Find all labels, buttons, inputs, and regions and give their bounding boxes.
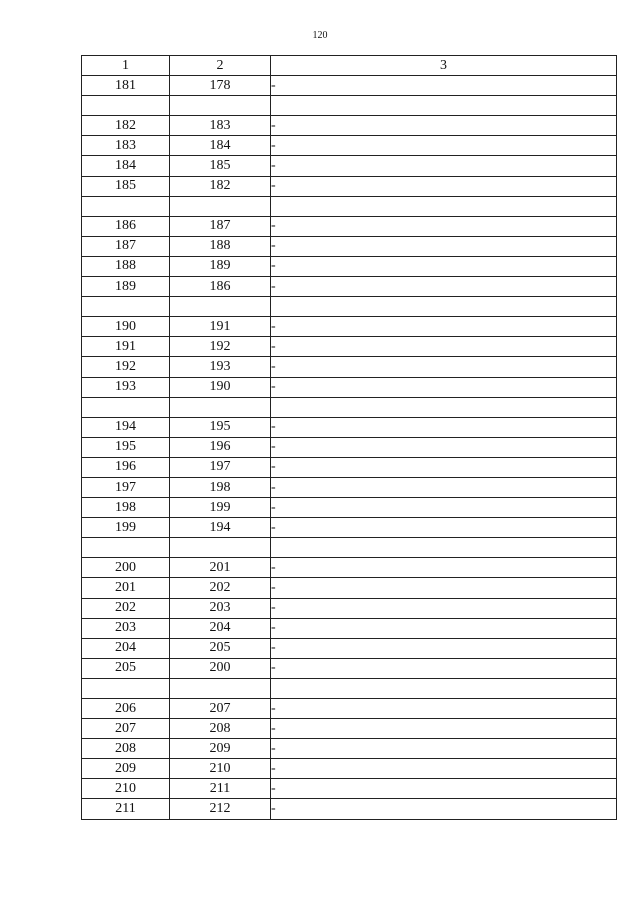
cell-col-2 bbox=[170, 678, 271, 698]
cell-col-3: - bbox=[271, 719, 617, 739]
cell-col-2: 197 bbox=[170, 457, 271, 477]
table-row bbox=[82, 256, 617, 276]
cell-col-3: - bbox=[271, 156, 617, 176]
cell-col-1: 197 bbox=[82, 477, 170, 497]
table-row bbox=[82, 337, 617, 357]
table-row bbox=[82, 236, 617, 256]
cell-col-2: 211 bbox=[170, 779, 271, 799]
cell-col-3: - bbox=[271, 76, 617, 96]
cell-col-2: 192 bbox=[170, 337, 271, 357]
cell-col-1 bbox=[82, 297, 170, 317]
table-row bbox=[82, 176, 617, 196]
table-row bbox=[82, 638, 617, 658]
cell-col-2: 184 bbox=[170, 136, 271, 156]
cell-col-3: - bbox=[271, 558, 617, 578]
cell-col-1: 191 bbox=[82, 337, 170, 357]
cell-col-1: 185 bbox=[82, 176, 170, 196]
cell-col-2: 189 bbox=[170, 256, 271, 276]
cell-col-1: 192 bbox=[82, 357, 170, 377]
cell-col-3: - bbox=[271, 437, 617, 457]
cell-col-2: 208 bbox=[170, 719, 271, 739]
cell-col-2: 185 bbox=[170, 156, 271, 176]
cell-col-2 bbox=[170, 297, 271, 317]
cell-col-2: 188 bbox=[170, 236, 271, 256]
cell-col-3: - bbox=[271, 216, 617, 236]
table-row bbox=[82, 538, 617, 558]
table-row bbox=[82, 498, 617, 518]
cell-col-1: 201 bbox=[82, 578, 170, 598]
cell-col-3 bbox=[271, 678, 617, 698]
table-row bbox=[82, 397, 617, 417]
cell-col-3: - bbox=[271, 658, 617, 678]
cell-col-2: 196 bbox=[170, 437, 271, 457]
table-row bbox=[82, 739, 617, 759]
cell-col-1: 202 bbox=[82, 598, 170, 618]
cell-col-3: - bbox=[271, 377, 617, 397]
cell-col-3 bbox=[271, 297, 617, 317]
cell-col-2: 187 bbox=[170, 216, 271, 236]
table-row bbox=[82, 699, 617, 719]
cell-col-1: 190 bbox=[82, 317, 170, 337]
table-row bbox=[82, 799, 617, 819]
cell-col-1: 196 bbox=[82, 457, 170, 477]
cell-col-2: 194 bbox=[170, 518, 271, 538]
cell-col-3: - bbox=[271, 498, 617, 518]
cell-col-1: 208 bbox=[82, 739, 170, 759]
cell-col-1: 205 bbox=[82, 658, 170, 678]
table-row bbox=[82, 216, 617, 236]
cell-col-3: - bbox=[271, 317, 617, 337]
cell-col-1: 204 bbox=[82, 638, 170, 658]
cell-col-1: 200 bbox=[82, 558, 170, 578]
cell-col-3: - bbox=[271, 759, 617, 779]
cell-col-3: - bbox=[271, 518, 617, 538]
cell-col-1 bbox=[82, 538, 170, 558]
table-row bbox=[82, 578, 617, 598]
cell-col-3: - bbox=[271, 477, 617, 497]
cell-col-2: 200 bbox=[170, 658, 271, 678]
cell-col-1: 211 bbox=[82, 799, 170, 819]
cell-col-1: 186 bbox=[82, 216, 170, 236]
cell-col-3: - bbox=[271, 598, 617, 618]
cell-col-1: 188 bbox=[82, 256, 170, 276]
cell-col-1: 187 bbox=[82, 236, 170, 256]
table-row bbox=[82, 116, 617, 136]
cell-col-3: - bbox=[271, 337, 617, 357]
cell-col-2 bbox=[170, 196, 271, 216]
cell-col-3: - bbox=[271, 699, 617, 719]
column-header-1: 1 bbox=[82, 56, 170, 76]
cell-col-1: 207 bbox=[82, 719, 170, 739]
cell-col-1: 194 bbox=[82, 417, 170, 437]
cell-col-2: 198 bbox=[170, 477, 271, 497]
cell-col-2 bbox=[170, 538, 271, 558]
cell-col-2: 210 bbox=[170, 759, 271, 779]
page-number: 120 bbox=[312, 30, 328, 41]
table-body bbox=[82, 76, 617, 819]
table-row bbox=[82, 297, 617, 317]
table-row bbox=[82, 136, 617, 156]
table-row bbox=[82, 678, 617, 698]
cell-col-1: 199 bbox=[82, 518, 170, 538]
table-row bbox=[82, 357, 617, 377]
table-row bbox=[82, 76, 617, 96]
cell-col-3: - bbox=[271, 357, 617, 377]
cell-col-1: 195 bbox=[82, 437, 170, 457]
cell-col-2: 204 bbox=[170, 618, 271, 638]
column-header-3: 3 bbox=[271, 56, 617, 76]
cell-col-1: 210 bbox=[82, 779, 170, 799]
cell-col-2: 178 bbox=[170, 76, 271, 96]
cell-col-3 bbox=[271, 538, 617, 558]
table-row bbox=[82, 719, 617, 739]
cell-col-1: 189 bbox=[82, 277, 170, 297]
cell-col-3: - bbox=[271, 457, 617, 477]
cell-col-1: 182 bbox=[82, 116, 170, 136]
cell-col-1: 181 bbox=[82, 76, 170, 96]
table-row bbox=[82, 598, 617, 618]
cell-col-1 bbox=[82, 96, 170, 116]
table-row bbox=[82, 317, 617, 337]
table-row bbox=[82, 658, 617, 678]
column-header-2: 2 bbox=[170, 56, 271, 76]
table-row bbox=[82, 277, 617, 297]
table-row bbox=[82, 558, 617, 578]
cell-col-3: - bbox=[271, 256, 617, 276]
table-row bbox=[82, 457, 617, 477]
cell-col-3 bbox=[271, 96, 617, 116]
cell-col-3: - bbox=[271, 578, 617, 598]
cell-col-3: - bbox=[271, 779, 617, 799]
cell-col-2: 195 bbox=[170, 417, 271, 437]
table-row bbox=[82, 156, 617, 176]
cell-col-2: 186 bbox=[170, 277, 271, 297]
cell-col-1: 203 bbox=[82, 618, 170, 638]
cell-col-1 bbox=[82, 397, 170, 417]
cell-col-3: - bbox=[271, 136, 617, 156]
table-row bbox=[82, 96, 617, 116]
table-header-row bbox=[82, 56, 617, 76]
table-row bbox=[82, 477, 617, 497]
cell-col-1: 209 bbox=[82, 759, 170, 779]
table-row bbox=[82, 377, 617, 397]
cell-col-1: 183 bbox=[82, 136, 170, 156]
table-row bbox=[82, 618, 617, 638]
cell-col-3 bbox=[271, 397, 617, 417]
cell-col-3: - bbox=[271, 618, 617, 638]
cell-col-2: 207 bbox=[170, 699, 271, 719]
cell-col-3: - bbox=[271, 116, 617, 136]
cell-col-3: - bbox=[271, 176, 617, 196]
cell-col-3: - bbox=[271, 799, 617, 819]
cell-col-1: 206 bbox=[82, 699, 170, 719]
table-row bbox=[82, 437, 617, 457]
cell-col-2: 193 bbox=[170, 357, 271, 377]
cell-col-2 bbox=[170, 96, 271, 116]
table-row bbox=[82, 518, 617, 538]
cell-col-3: - bbox=[271, 739, 617, 759]
cell-col-2: 202 bbox=[170, 578, 271, 598]
cell-col-1: 193 bbox=[82, 377, 170, 397]
cell-col-2: 205 bbox=[170, 638, 271, 658]
cell-col-3: - bbox=[271, 638, 617, 658]
cell-col-3: - bbox=[271, 277, 617, 297]
cell-col-2: 183 bbox=[170, 116, 271, 136]
table-row bbox=[82, 196, 617, 216]
cell-col-2: 191 bbox=[170, 317, 271, 337]
cell-col-2: 203 bbox=[170, 598, 271, 618]
table-row bbox=[82, 759, 617, 779]
cell-col-2 bbox=[170, 397, 271, 417]
cell-col-2: 212 bbox=[170, 799, 271, 819]
cell-col-1 bbox=[82, 196, 170, 216]
table-row bbox=[82, 779, 617, 799]
cell-col-2: 209 bbox=[170, 739, 271, 759]
cell-col-2: 199 bbox=[170, 498, 271, 518]
cell-col-3: - bbox=[271, 236, 617, 256]
cell-col-3: - bbox=[271, 417, 617, 437]
cell-col-2: 182 bbox=[170, 176, 271, 196]
cell-col-2: 190 bbox=[170, 377, 271, 397]
cell-col-1: 198 bbox=[82, 498, 170, 518]
cell-col-2: 201 bbox=[170, 558, 271, 578]
cell-col-1 bbox=[82, 678, 170, 698]
table-row bbox=[82, 417, 617, 437]
cell-col-1: 184 bbox=[82, 156, 170, 176]
cell-col-3 bbox=[271, 196, 617, 216]
data-table bbox=[81, 55, 617, 820]
